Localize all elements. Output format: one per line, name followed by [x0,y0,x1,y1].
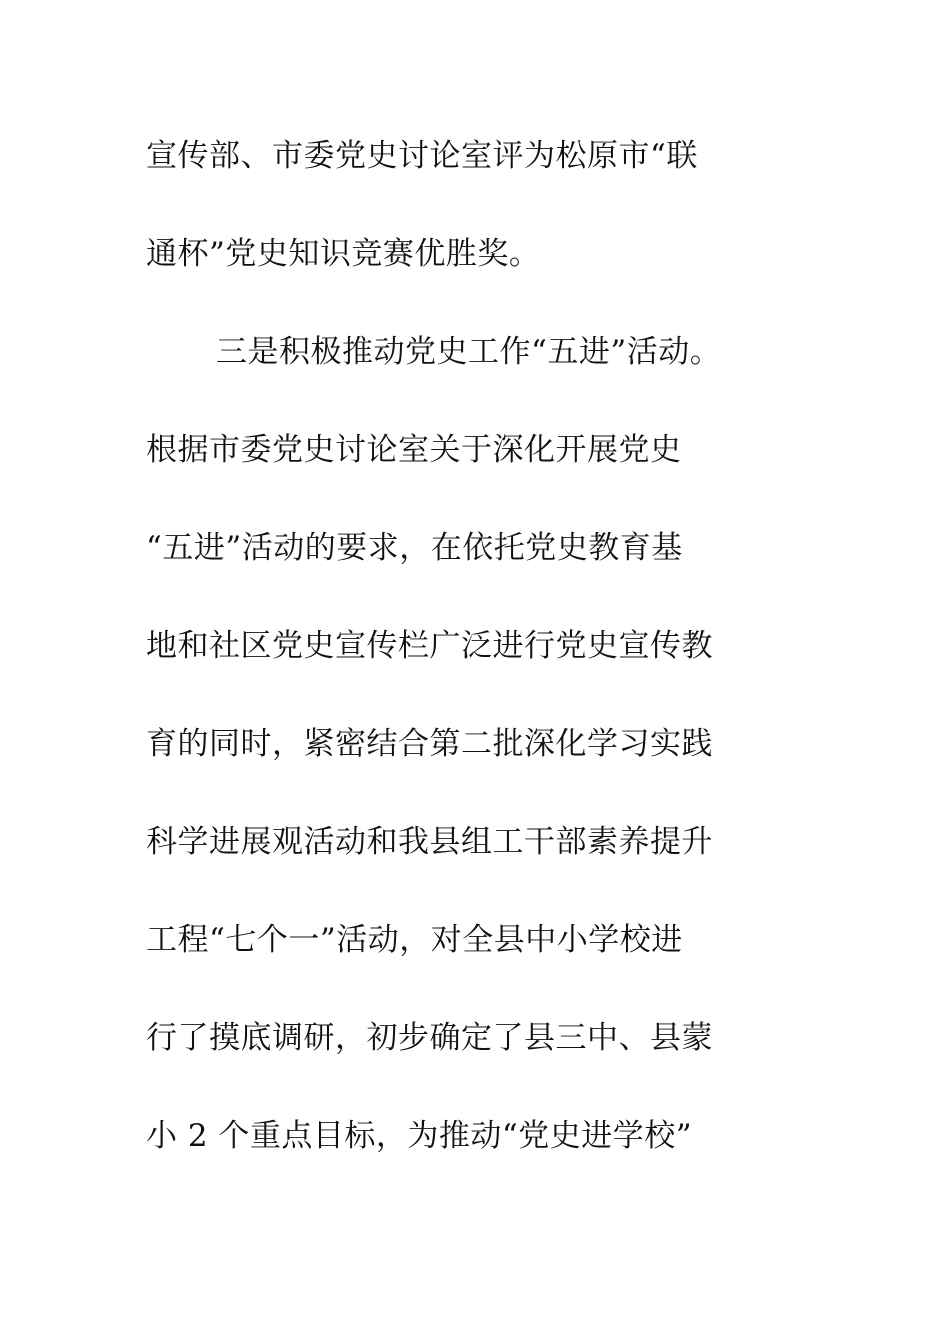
text-line: 小 2 个重点目标，为推动“党史进学校” [146,1118,693,1154]
text-line: 根据市委党史讨论室关于深化开展党史 [146,432,682,468]
paragraph-start-line: 三是积极推动党史工作“五进”活动。 [216,334,722,370]
text-line: 工程“七个一”活动，对全县中小学校进 [146,922,683,958]
text-line: 行了摸底调研，初步确定了县三中、县蒙 [146,1020,713,1056]
text-line: “五进”活动的要求，在依托党史教育基 [146,530,683,566]
text-line: 通杯”党史知识竞赛优胜奖。 [146,236,541,272]
text-line: 科学进展观活动和我县组工干部素养提升 [146,824,713,860]
document-body [146,124,846,1202]
text-line: 育的同时，紧密结合第二批深化学习实践 [146,726,713,762]
text-line: 地和社区党史宣传栏广泛进行党史宣传教 [146,628,713,664]
text-line: 宣传部、市委党史讨论室评为松原市“联 [146,138,698,174]
